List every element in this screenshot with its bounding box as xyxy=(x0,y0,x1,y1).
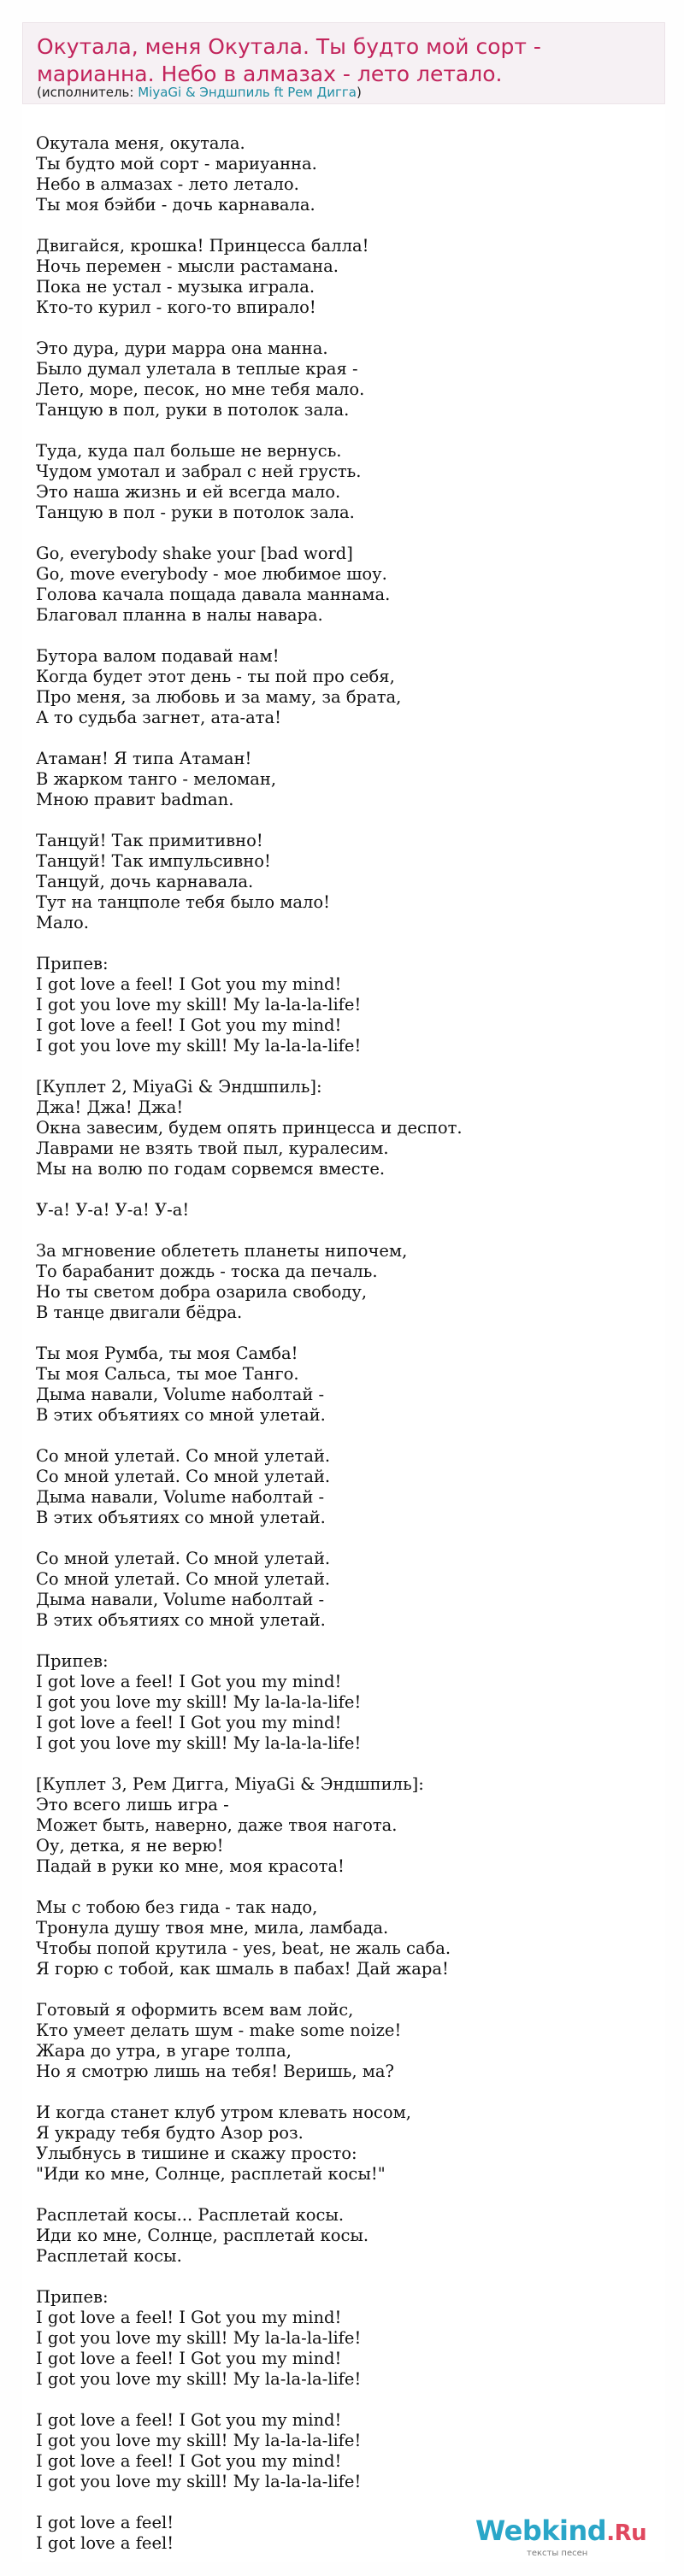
logo-subtitle: тексты песен xyxy=(527,2549,588,2558)
lyrics-page xyxy=(22,22,665,2562)
logo-brand-tld: .Ru xyxy=(606,2520,647,2546)
artist-link[interactable]: MiyaGi & Эндшпиль ft Рем Дигга xyxy=(138,85,357,100)
logo-brand-name: Webkind xyxy=(475,2514,607,2547)
song-header xyxy=(22,22,665,104)
artist-prefix: (исполнитель: xyxy=(37,85,139,100)
logo-brand xyxy=(475,2514,646,2547)
artist-suffix: ) xyxy=(356,85,362,100)
song-title: Окутала, меня Окутала. Ты будто мой сорт - марианна. Небо в алмазах - лето летало. xyxy=(37,34,541,86)
lyrics-text: Окутала меня, окутала. Ты будто мой сорт - мариуанна. Небо в алмазах - лето летало. Ты моя бэйби - дочь карнавала. Двигайся, крошка! Принцесса балла! Ночь перемен - мысли растамана. Пока не устал - музыка играла. Кто-то курил - кого-то впирало! Это дура, дури марра она манна. Было думал улетала в теплые края - Лето, море, песок, но мне тебя мало. Танцую в пол, руки в потолок зала. Туда, куда пал больше не вернусь. Чудом умотал и забрал с ней грусть. Это наша жизнь и ей всегда мало. Танцую в пол - руки в потолок зала. Go, everybody shake your [bad word] Go, move everybody - мое любимое шоу. Голова качала пощада давала маннама. Благовал планна в налы навара. Бутора валом подавай нам! Когда будет этот день - ты пой про себя, Про меня, за любовь и за маму, за брата, А то судьба загнет, ата-ата! Атаман! Я типа Атаман! В жарком танго - меломан, Мною правит badman. Танцуй! Так примитивно! Танцуй! Так импульсивно! Танцуй, дочь карнавала. Тут на танцполе тебя было мало! Мало. Припев: I got love a feel! I Got you my mind! I got you love my skill! My la-la-la-life! I got love a feel! I Got you my mind! I got you love my skill! My la-la-la-life! [Куплет 2, MiyaGi & Эндшпиль]: Джа! Джа! Джа! Окна завесим, будем опять принцесса и деспот. Лаврами не взять твой пыл, куралесим. Мы на волю по годам сорвемся вместе. У-а! У-а! У-а! У-а! За мгновение облететь планеты нипочем, То барабанит дождь - тоска да печаль. Но ты светом добра озарила свободу, В танце двигали бёдра. Ты моя Румба, ты моя Самба! Ты моя Сальса, ты мое Танго. Дыма навали, Volume наболтай - В этих объятиях со мной улетай. Со мной улетай. Со мной улетай. Со мной улетай. Со мной улетай. Дыма навали, Volume наболтай - В этих объятиях со мной улетай. Со мной улетай. Со мной улетай. Со мной улетай. Со мной улетай. Дыма навали, Volume наболтай - В этих объятиях со мной улетай. Припев: I got love a feel! I Got you my mind! I got you love my skill! My la-la-la-life! I got love a feel! I Got you my mind! I got you love my skill! My la-la-la-life! [Куплет 3, Рем Дигга, MiyaGi & Эндшпиль]: Это всего лишь игра - Может быть, наверно, даже твоя нагота. Оу, детка, я не верю! Падай в руки ко мне, моя красота! Мы с тобою без гида - так надо, Тронула душу твоя мне, мила, ламбада. Чтобы попой крутила - yes, beat, не жаль саба. Я горю с тобой, как шмаль в пабах! Дай жара! Готовый я оформить всем вам лойс, Кто умеет делать шум - make some noize! Жара до утра, в угаре толпа, Но я смотрю лишь на тебя! Веришь, ма? И когда станет клуб утром клевать носом, Я украду тебя будто Азор роз. Улыбнусь в тишине и скажу просто: "Иди ко мне, Солнце, расплетай косы!" Расплетай косы... Расплетай косы. Иди ко мне, Солнце, расплетай косы. Расплетай косы. Припев: I got love a feel! I Got you my mind! I got you love my skill! My la-la-la-life! I got love a feel! I Got you my mind! I got you love my skill! My la-la-la-life! I got love a feel! I Got you my mind! I got you love my skill! My la-la-la-life! I got love a feel! I Got you my mind! I got you love my skill! My la-la-la-life! I got love a feel! I got love a feel! xyxy=(36,133,463,2553)
site-logo[interactable] xyxy=(475,2514,647,2562)
artist-line xyxy=(37,85,362,100)
